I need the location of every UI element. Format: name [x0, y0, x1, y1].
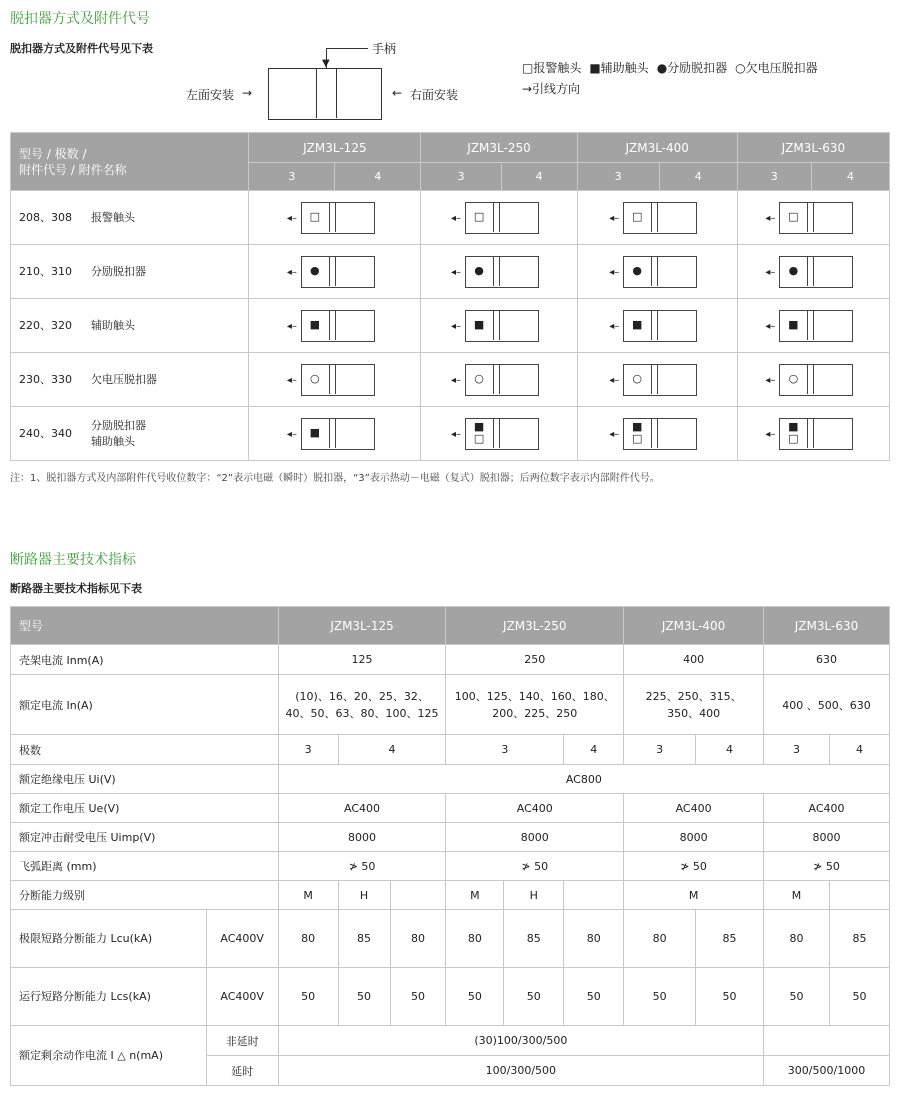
- pole-cell: 3: [278, 735, 338, 765]
- model-label: 型号: [11, 607, 279, 645]
- model-header: JZM3L-630: [737, 133, 889, 163]
- section1-subtitle: 脱扣器方式及附件代号见下表: [10, 42, 153, 55]
- ue-value: AC400: [446, 794, 624, 823]
- frame-value: 125: [278, 645, 446, 675]
- breaker-symbol: [609, 310, 705, 342]
- breaker-symbol: [609, 364, 705, 396]
- lcs-cell: 50: [829, 968, 889, 1026]
- accessory-symbol: □: [788, 209, 799, 223]
- legend-shunt: ●分励脱扣器: [656, 61, 728, 75]
- breaker-symbol: [765, 418, 861, 450]
- lcu-label: 极限短路分断能力 Lcu(kA): [11, 910, 207, 968]
- section2-title: 断路器主要技术指标: [10, 552, 136, 568]
- lcs-cell: 50: [338, 968, 390, 1026]
- model-header: JZM3L-125: [249, 133, 421, 163]
- lcu-cell: 80: [278, 910, 338, 968]
- breaker-symbol: [451, 256, 547, 288]
- lcs-cell: 50: [446, 968, 504, 1026]
- accessory-symbol: ■: [309, 317, 321, 331]
- pole-cell: 4: [829, 735, 889, 765]
- accessory-symbol: ○: [474, 371, 484, 385]
- lcs-voltage: AC400V: [206, 968, 278, 1026]
- accessory-name: 欠电压脱扣器: [91, 373, 157, 386]
- accessory-code: 210、310: [19, 265, 72, 278]
- level-cell: H: [338, 881, 390, 910]
- rated-value: 100、125、140、160、180、200、225、250: [446, 675, 624, 735]
- ian-label: 额定剩余动作电流 I △ n(mA): [11, 1026, 207, 1086]
- accessory-diagram-cell: [737, 407, 889, 461]
- accessory-symbol: ○: [310, 371, 320, 385]
- frame-value: 400: [624, 645, 764, 675]
- breaker-symbol: [765, 202, 861, 234]
- accessory-symbol: □: [473, 431, 485, 445]
- lcu-cell: 80: [390, 910, 446, 968]
- rated-value: 400 、500、630: [764, 675, 890, 735]
- breaker-symbol: [451, 364, 547, 396]
- lcs-cell: 50: [624, 968, 696, 1026]
- accessory-symbol: ■: [473, 317, 485, 331]
- lead-arrow-icon: ◂–: [286, 212, 297, 224]
- rated-value: 225、250、315、350、400: [624, 675, 764, 735]
- breaker-symbol: [609, 418, 705, 450]
- accessory-symbol: □: [631, 209, 643, 223]
- rated-value: (10)、16、20、25、32、40、50、63、80、100、125: [278, 675, 446, 735]
- frame-value: 630: [764, 645, 890, 675]
- accessory-diagram-cell: [249, 353, 421, 407]
- pole-cell: 3: [446, 735, 564, 765]
- accessory-diagram-cell: [421, 191, 577, 245]
- accessory-row: [11, 353, 890, 407]
- legend-lead: →引线方向: [522, 82, 581, 96]
- accessory-symbol: □: [309, 209, 321, 223]
- accessory-diagram-cell: [421, 353, 577, 407]
- nodelay-label: 非延时: [206, 1026, 278, 1056]
- accessory-row: [11, 299, 890, 353]
- legend-alarm: □报警触头: [522, 61, 582, 75]
- breaker-symbol: [765, 310, 861, 342]
- accessory-name: 分励脱扣器: [91, 265, 146, 278]
- accessory-symbol: ●: [632, 263, 642, 277]
- lead-arrow-icon: ◂–: [609, 266, 620, 278]
- pole-cell: 4: [338, 735, 446, 765]
- accessory-code: 240、340: [19, 426, 72, 440]
- accessory-diagram-cell: [421, 245, 577, 299]
- accessory-code: 220、320: [19, 319, 72, 332]
- delay-630-value: 300/500/1000: [764, 1056, 890, 1086]
- accessory-name: 报警触头: [91, 211, 135, 224]
- pole-cell: 4: [335, 163, 421, 191]
- uimp-value: 8000: [764, 823, 890, 852]
- accessory-symbol: ○: [788, 371, 799, 385]
- accessory-diagram-cell: [249, 191, 421, 245]
- accessory-diagram-cell: [577, 407, 737, 461]
- arc-label: 飞弧距离 (mm): [11, 852, 279, 881]
- breaker-symbol: [451, 418, 547, 450]
- level-cell: [829, 881, 889, 910]
- lcu-cell: 80: [624, 910, 696, 968]
- breaker-symbol: [765, 256, 861, 288]
- arc-value: ≯ 50: [446, 852, 624, 881]
- lcs-cell: 50: [564, 968, 624, 1026]
- accessory-symbol: ○: [632, 371, 642, 385]
- legend-aux: ■辅助触头: [589, 61, 649, 75]
- ue-label: 额定工作电压 Ue(V): [11, 794, 279, 823]
- pole-cell: 4: [696, 735, 764, 765]
- uimp-label: 额定冲击耐受电压 Uimp(V): [11, 823, 279, 852]
- accessory-diagram-cell: [249, 245, 421, 299]
- lead-arrow-icon: ◂–: [765, 374, 776, 386]
- legend-undervoltage: ○欠电压脱扣器: [735, 61, 818, 75]
- pole-cell: 4: [811, 163, 889, 191]
- accessory-symbol: □: [473, 209, 485, 223]
- ue-value: AC400: [624, 794, 764, 823]
- accessory-symbol: ■: [788, 317, 799, 331]
- breaker-symbol: [609, 256, 705, 288]
- lead-arrow-icon: ◂–: [765, 212, 776, 224]
- breaker-symbol: [287, 364, 383, 396]
- lcu-cell: 85: [338, 910, 390, 968]
- accessory-code-name: [11, 191, 249, 245]
- accessory-diagram-cell: [737, 191, 889, 245]
- pole-cell: 4: [501, 163, 577, 191]
- accessory-diagram-cell: [737, 245, 889, 299]
- rated-label: 额定电流 In(A): [11, 675, 279, 735]
- uimp-value: 8000: [446, 823, 624, 852]
- breaker-symbol: [287, 418, 383, 450]
- accessory-table: [10, 132, 890, 461]
- accessory-code: 230、330: [19, 373, 72, 386]
- lead-arrow-icon: ◂–: [286, 320, 297, 332]
- ui-label: 额定绝缘电压 Ui(V): [11, 765, 279, 794]
- level-label: 分断能力级别: [11, 881, 279, 910]
- lead-arrow-icon: ◂–: [286, 266, 297, 278]
- poles-label: 极数: [11, 735, 279, 765]
- breaker-symbol: [765, 364, 861, 396]
- pole-cell: 3: [624, 735, 696, 765]
- arc-value: ≯ 50: [624, 852, 764, 881]
- model-header: JZM3L-250: [446, 607, 624, 645]
- lcs-label: 运行短路分断能力 Lcs(kA): [11, 968, 207, 1026]
- lcu-cell: 80: [446, 910, 504, 968]
- accessory-row: [11, 407, 890, 461]
- pole-cell: 3: [764, 735, 830, 765]
- lcu-cell: 80: [564, 910, 624, 968]
- accessory-symbol: ●: [474, 263, 484, 277]
- right-mount-label: 右面安装: [410, 88, 459, 102]
- accessory-symbol: □: [631, 431, 643, 445]
- lead-arrow-icon: ◂–: [286, 374, 297, 386]
- pole-cell: 3: [737, 163, 811, 191]
- lead-arrow-icon: ◂–: [451, 266, 462, 278]
- breaker-symbol: [287, 310, 383, 342]
- lead-arrow-icon: ◂–: [451, 428, 462, 440]
- lead-arrow-icon: ◂–: [765, 266, 776, 278]
- ui-value: AC800: [278, 765, 889, 794]
- level-cell: H: [504, 881, 564, 910]
- accessory-diagram-cell: [577, 245, 737, 299]
- pole-cell: 3: [421, 163, 501, 191]
- accessory-code-name: [11, 299, 249, 353]
- delay-value: 100/300/500: [278, 1056, 763, 1086]
- lcs-cell: 50: [764, 968, 830, 1026]
- accessory-symbol: ■: [631, 317, 643, 331]
- accessory-name: 分励脱扣器 辅助触头: [91, 418, 146, 448]
- model-header: JZM3L-125: [278, 607, 446, 645]
- lcs-cell: 50: [504, 968, 564, 1026]
- nodelay-value: (30)100/300/500: [278, 1026, 763, 1056]
- lead-arrow-icon: ◂–: [609, 212, 620, 224]
- level-cell: M: [278, 881, 338, 910]
- lcu-voltage: AC400V: [206, 910, 278, 968]
- lcs-cell: 50: [278, 968, 338, 1026]
- accessory-row: [11, 245, 890, 299]
- accessory-symbol: ■: [309, 425, 321, 439]
- accessory-diagram-cell: [577, 353, 737, 407]
- ue-value: AC400: [764, 794, 890, 823]
- ue-value: AC400: [278, 794, 446, 823]
- accessory-row: [11, 191, 890, 245]
- accessory-diagram-cell: [421, 299, 577, 353]
- accessory-code-name: [11, 353, 249, 407]
- breaker-symbol: [287, 256, 383, 288]
- lcu-cell: 80: [764, 910, 830, 968]
- uimp-value: 8000: [624, 823, 764, 852]
- lead-arrow-icon: ◂–: [451, 374, 462, 386]
- breaker-symbol: [609, 202, 705, 234]
- accessory-code: 208、308: [19, 211, 72, 224]
- pole-cell: 3: [577, 163, 659, 191]
- accessory-header-label: 型号 / 极数 / 附件代号 / 附件名称: [11, 133, 249, 191]
- lead-arrow-icon: ◂–: [765, 428, 776, 440]
- accessory-note: 注：1、脱扣器方式及内部附件代号收位数字：“2”表示电磁（瞬时）脱扣器，“3”表示热动－电磁（复式）脱扣器；后两位数字表示内部附件代号。: [10, 473, 660, 484]
- pole-cell: 4: [659, 163, 737, 191]
- accessory-diagram-cell: [577, 191, 737, 245]
- lead-arrow-icon: ◂–: [609, 428, 620, 440]
- arc-value: ≯ 50: [764, 852, 890, 881]
- accessory-code-name: [11, 245, 249, 299]
- lead-arrow-icon: ◂–: [609, 320, 620, 332]
- delay-label: 延时: [206, 1056, 278, 1086]
- accessory-name: 辅助触头: [91, 319, 135, 332]
- left-mount-label: 左面安装: [186, 88, 235, 102]
- accessory-diagram-cell: [421, 407, 577, 461]
- accessory-diagram-cell: [249, 299, 421, 353]
- level-cell: M: [446, 881, 504, 910]
- lead-arrow-icon: ◂–: [451, 320, 462, 332]
- breaker-diagram: ▼ 手柄 左面安装 → ← 右面安装: [180, 36, 500, 126]
- section2-subtitle: 断路器主要技术指标见下表: [10, 582, 142, 595]
- lead-arrow-icon: ◂–: [286, 428, 297, 440]
- accessory-symbol: ■: [788, 419, 799, 433]
- arc-value: ≯ 50: [278, 852, 446, 881]
- lcu-cell: 85: [829, 910, 889, 968]
- accessory-diagram-cell: [249, 407, 421, 461]
- level-cell: [390, 881, 446, 910]
- frame-label: 壳架电流 Inm(A): [11, 645, 279, 675]
- level-cell: M: [624, 881, 764, 910]
- model-header: JZM3L-250: [421, 133, 577, 163]
- symbol-legend: [522, 59, 826, 76]
- lead-arrow-icon: ◂–: [451, 212, 462, 224]
- handle-label: 手柄: [372, 42, 397, 56]
- frame-value: 250: [446, 645, 624, 675]
- lcs-cell: 50: [390, 968, 446, 1026]
- accessory-diagram-cell: [577, 299, 737, 353]
- section1-title: 脱扣器方式及附件代号: [10, 11, 150, 27]
- accessory-symbol: □: [788, 431, 799, 445]
- breaker-symbol: [287, 202, 383, 234]
- spec-table: [10, 606, 890, 1086]
- accessory-symbol: ■: [631, 419, 643, 433]
- accessory-diagram-cell: [737, 299, 889, 353]
- breaker-symbol: [451, 310, 547, 342]
- pole-cell: 3: [249, 163, 335, 191]
- level-cell: [564, 881, 624, 910]
- lcs-cell: 50: [696, 968, 764, 1026]
- breaker-symbol: [451, 202, 547, 234]
- model-header: JZM3L-400: [577, 133, 737, 163]
- accessory-symbol: ■: [473, 419, 485, 433]
- lcu-cell: 85: [696, 910, 764, 968]
- nodelay-empty: [764, 1026, 890, 1056]
- lead-arrow-icon: ◂–: [609, 374, 620, 386]
- lead-arrow-icon: ◂–: [765, 320, 776, 332]
- model-header: JZM3L-630: [764, 607, 890, 645]
- uimp-value: 8000: [278, 823, 446, 852]
- accessory-symbol: ●: [788, 263, 799, 277]
- pole-cell: 4: [564, 735, 624, 765]
- accessory-code-name: [11, 407, 249, 461]
- level-cell: M: [764, 881, 830, 910]
- accessory-diagram-cell: [737, 353, 889, 407]
- model-header: JZM3L-400: [624, 607, 764, 645]
- lcu-cell: 85: [504, 910, 564, 968]
- accessory-symbol: ●: [310, 263, 320, 277]
